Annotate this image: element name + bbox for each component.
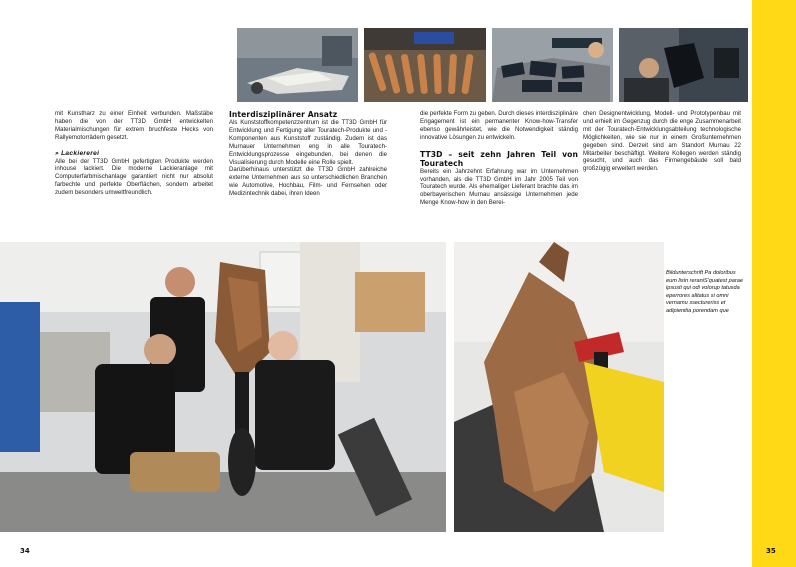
page-number-left: 34 <box>20 547 30 555</box>
page-number-right: 35 <box>766 547 776 555</box>
subheading-lackiererei: » Lackiererei <box>55 149 100 157</box>
body-paragraph: Darüberhinaus unterstützt die TT3D GmbH zahlreiche externe Unternehmen aus so unterschiedlichen Branchen wie Automotive, Hochbau, Film- und Fernsehen oder Medizintechnik dabei, ihren Ideen <box>229 166 387 198</box>
text-column-3 <box>420 110 578 207</box>
photo-chisels <box>364 28 486 102</box>
text-column-1 <box>55 110 213 197</box>
photo-clay-bike-detail <box>454 242 664 532</box>
photo-workshop-bike <box>619 28 748 102</box>
text-column-2 <box>229 110 387 198</box>
image-caption: Bildunterschrift Pa doloribus eum lisin reraniS'quatest parae ipsusti qui odi volorup tatusda eperrores alitatus si omni vernamu ssectureriss et adipienitia porendam que <box>666 270 743 314</box>
section-heading: TT3D – seit zehn Jahren Teil von Touratech <box>420 149 578 168</box>
body-paragraph: chen Designentwicklung, Modell- und Prototypenbau mit und erhielt im Gegenzug durch die enge Zusammenarbeit mit der Touratech-Entwicklungsabteilung technologische Möglichkeiten, wie sie nur in einem Großunternehmen gegeben sind. Derzeit sind am Standort Murnau 22 Mitarbeiter beschäftigt. Weitere Kollegen werden ständig gesucht, und auch das Firmengebäude soll bald großzügig erweitert werden. <box>583 110 741 173</box>
body-paragraph: Bereits ein Jahrzehnt Erfahrung war im Unternehmen vorhanden, als die TT3D GmbH im Jahr 2005 Teil von Touratech wurde. Als ehemaliger Lieferant brachte das im oberbayerischen Murnau ansässige Unternehmen jede Menge Know-how in den Berei- <box>420 167 578 207</box>
body-paragraph: Alle bei der TT3D GmbH gefertigten Produkte werden inhouse lackiert. Die moderne Lackieranlage mit Computerfarbmischanlage garantiert nicht nur absolut farbechte und perfekte Oberflächen, sondern arbeitet zudem besonders umweltfreundlich. <box>55 157 213 197</box>
body-paragraph: die perfekte Form zu geben. Durch dieses interdisziplinäre Engagement ist ein permanenter Know-how-Transfer ebenso gewährleistet, wie die Notwendigkeit ständig innovative Lösungen zu entwickeln. <box>420 110 578 141</box>
photo-team-clay-model <box>0 242 446 532</box>
text-column-4 <box>583 110 741 173</box>
yellow-edge-strip <box>752 0 796 567</box>
section-heading: Interdisziplinärer Ansatz <box>229 110 338 119</box>
body-paragraph: Als Kunststoffkompetenzzentrum ist die TT3D GmbH für Entwicklung und Fertigung aller Touratech-Produkte und -Komponenten aus Kunststoff zuständig. Zudem ist das Murnauer Unternehmen eng in alle Touratech-Entwicklungsprozesse eingebunden, bei denen die Visualisierung durch Modelle eine Rolle spielt. <box>229 119 387 166</box>
photo-carbon-parts <box>492 28 613 102</box>
body-paragraph: mit Kunstharz zu einer Einheit verbunden. Maßstäbe haben die von der TT3D GmbH entwickelten Materialmischungen für extrem bruchfeste Hecks von Rallyemotorrädern gesetzt. <box>55 110 213 141</box>
photo-milling-part <box>237 28 358 102</box>
